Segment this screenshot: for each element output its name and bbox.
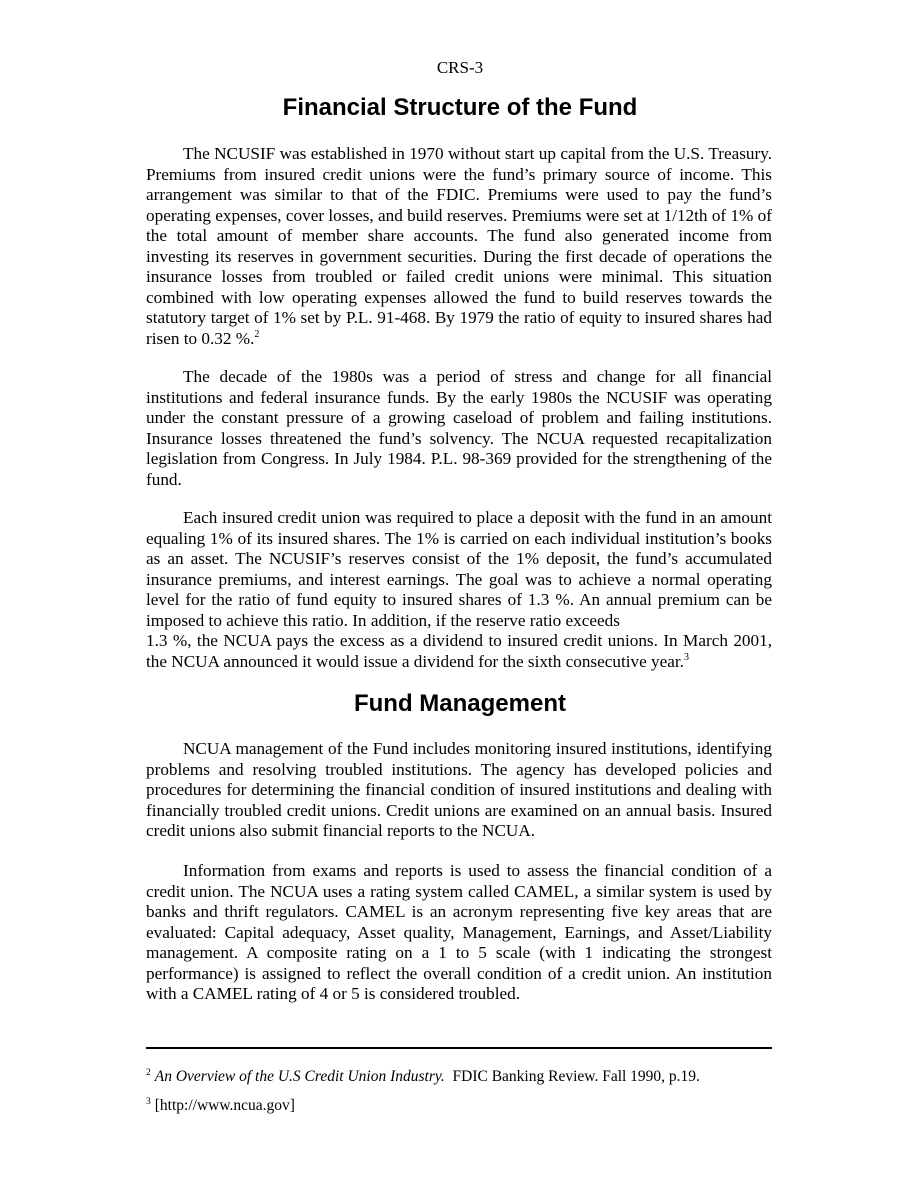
section-heading-financial-structure: Financial Structure of the Fund — [282, 94, 638, 121]
paragraph-1980s-stress — [146, 367, 772, 490]
paragraph-text: The decade of the 1980s was a period of stress and change for all financial institutions and federal insurance funds. By the early 1980s the NCUSIF was operating under the constant pressure of a growing caseload of problem and failing institutions. Insurance losses threatened the fund’s solvency. The NCUA requested recapitalization legislation from Congress. In July 1984. P.L. 98-369 provided for the strengthening of the fund. — [146, 367, 772, 489]
footnote-text: FDIC Banking Review. Fall 1990, p.19. — [452, 1068, 700, 1085]
paragraph-camel-rating — [146, 861, 772, 1005]
footnote-divider — [146, 1047, 772, 1049]
footnote-3 — [146, 1096, 772, 1116]
footnote-mark: 3 — [146, 1097, 151, 1107]
paragraph-text: Information from exams and reports is used to assess the financial condition of a credit union. The NCUA uses a rating system called CAMEL, a similar system is used by banks and thrift regulators. CAMEL is an acronym representing five key areas that are evaluated: Capital adequacy, Asset quality, Management, Earnings, and Asset/Liability management. A composite rating on a 1 to 5 scale (with 1 indicating the strongest performance) is assigned to reflect the overall condition of a credit union. An institution with a CAMEL rating of 4 or 5 is considered troubled. — [146, 861, 772, 1004]
paragraph-ncusif-establishment — [146, 144, 772, 349]
footnote-ref-2[interactable]: 2 — [254, 328, 260, 340]
paragraph-text: The NCUSIF was established in 1970 without start up capital from the U.S. Treasury. Premiums from insured credit unions were the fund’s primary source of income. This arrangement was similar to that of the FDIC. Premiums were used to pay the fund’s operating expenses, cover losses, and build reserves. Premiums were set at 1/12th of 1% of the total amount of member share accounts. The fund also generated income from investing its reserves in government securities. During the first decade of operations the insurance losses from troubled or failed credit unions were minimal. This situation combined with low operating expenses allowed the fund to build reserves towards the statutory target of 1% set by P.L. 91-468. By 1979 the ratio of equity to insured shares had risen to 0.32 %. — [146, 144, 772, 348]
paragraph-text-line1: Each insured credit union was required to place a deposit with the fund in an amount equaling 1% of its insured shares. The 1% is carried on each individual institution’s books as an asset. The NCUSIF’s reserves consist of the 1% deposit, the fund’s accumulated insurance premiums, and interest earnings. The goal was to achieve a normal operating level for the ratio of fund equity to insured shares of 1.3 %. An annual premium can be imposed to achieve this ratio. In addition, if the reserve ratio exceeds — [146, 508, 772, 630]
page-number: CRS-3 — [436, 58, 484, 77]
paragraph-text: NCUA management of the Fund includes monitoring insured institutions, identifying problems and resolving troubled institutions. The agency has developed policies and procedures for determining the financial condition of insured institutions and dealing with financially troubled credit unions. Credit unions are examined on an annual basis. Insured credit unions also submit financial reports to the NCUA. — [146, 739, 772, 841]
footnote-mark: 2 — [146, 1068, 151, 1078]
paragraph-deposit-requirement — [146, 508, 772, 672]
footnote-2 — [146, 1067, 772, 1087]
footnote-link[interactable]: [http://www.ncua.gov] — [154, 1097, 295, 1114]
section-heading-fund-management: Fund Management — [353, 690, 566, 717]
footnote-ref-3[interactable]: 3 — [683, 651, 689, 663]
paragraph-text-line2: 1.3 %, the NCUA pays the excess as a dividend to insured credit unions. In March 2001, the NCUA announced it would issue a dividend for the sixth consecutive year. — [146, 631, 772, 671]
footnote-title: An Overview of the U.S Credit Union Industry. — [154, 1068, 445, 1085]
paragraph-ncua-management — [146, 739, 772, 842]
